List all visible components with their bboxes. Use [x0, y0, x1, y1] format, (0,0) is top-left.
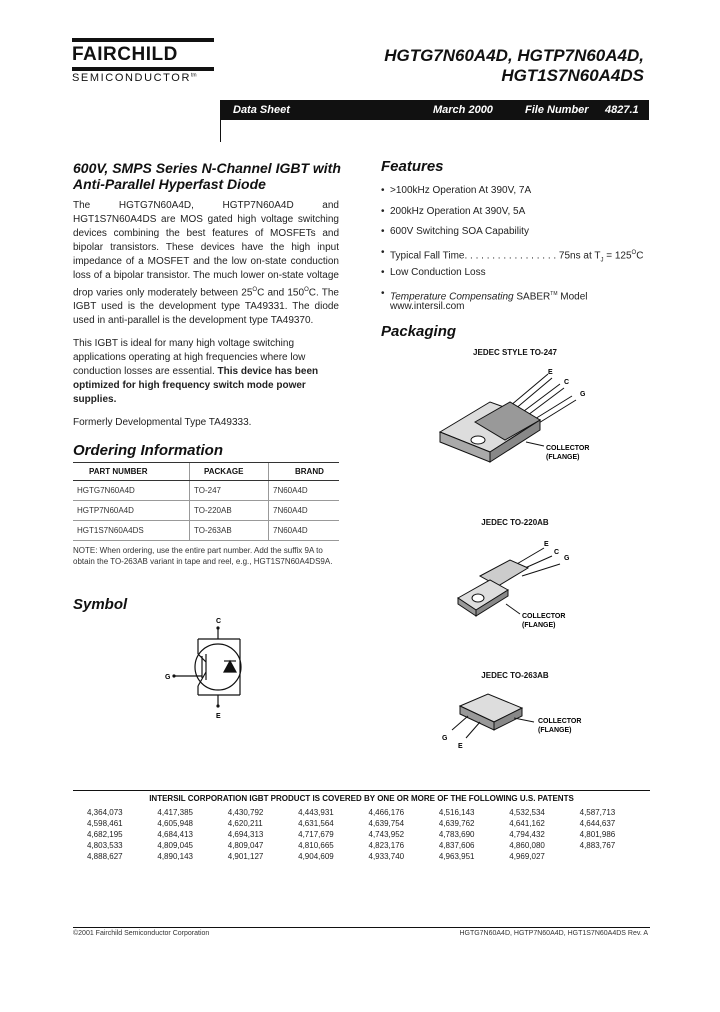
to220-flange-label: (FLANGE) — [522, 622, 556, 629]
bullet-icon: • — [381, 226, 385, 237]
symbol-heading: Symbol — [73, 596, 128, 613]
col-brand: BRAND — [269, 463, 340, 481]
to247-pin-c: C — [564, 379, 570, 386]
main-heading-line-1: 600V, SMPS Series N-Channel IGBT with — [73, 160, 341, 176]
patents-section — [73, 790, 650, 862]
patents-top-rule — [73, 790, 650, 791]
bullet-icon: • — [381, 247, 385, 258]
logo-bottom-bar — [72, 67, 214, 71]
feature-item: • 600V Switching SOA Capability — [381, 226, 529, 237]
ordering-header-row — [73, 463, 339, 481]
package-title-to247: JEDEC STYLE TO-247 — [473, 348, 557, 357]
bullet-icon: • — [381, 206, 385, 217]
to220-pin-c: C — [554, 549, 560, 556]
footer-part-rev: HGTG7N60A4D, HGTP7N60A4D, HGT1S7N60A4DS Rev. A — [459, 930, 648, 937]
ordering-heading: Ordering Information — [73, 442, 223, 459]
patent-list — [73, 807, 650, 862]
ordering-table — [73, 462, 339, 541]
logo-name: FAIRCHILD — [72, 44, 178, 65]
package-title-to263: JEDEC TO-263AB — [481, 671, 549, 680]
patent-row: 4,803,533 4,809,045 4,809,047 4,810,665 4,823,176 4,837,606 4,860,080 4,883,767 — [87, 841, 616, 850]
to263-package-diagram — [430, 686, 630, 756]
to220-pin-g: G — [564, 555, 570, 562]
table-row: HGT1S7N60A4DS TO-263AB 7N60A4D — [73, 521, 339, 541]
to263-collector-label: COLLECTOR — [538, 718, 582, 725]
symbol-label-g: G — [165, 674, 171, 681]
logo-sub — [72, 72, 214, 84]
description-paragraph-2: This IGBT is ideal for many high voltage switching applications operating at high frequencies where low conduction losses are essential. This device has been optimized for high frequency switch mode power supplies. — [73, 338, 319, 406]
symbol-label-c: C — [216, 618, 222, 625]
to247-collector-label: COLLECTOR — [546, 445, 590, 452]
to263-pin-g: G — [442, 735, 448, 742]
features-heading: Features — [381, 158, 444, 175]
to247-pin-e: E — [548, 369, 553, 376]
logo-tm: tm — [191, 72, 197, 79]
feature-item-fall-time: • Typical Fall Time. . . . . . . . . . . . . . . . . 75ns at $T_J = 125^OC$ — [381, 247, 644, 264]
title-line-2: HGT1S7N60A4DS — [501, 66, 644, 85]
description — [73, 199, 339, 430]
file-number-label: File Number — [525, 104, 589, 116]
igbt-symbol-diagram — [160, 614, 270, 724]
title-line-1: HGTG7N60A4D, HGTP7N60A4D, — [384, 46, 644, 65]
feature-item: • 200kHz Operation At 390V, 5A — [381, 206, 526, 217]
to263-pin-e: E — [458, 743, 463, 750]
main-heading-line-2: Anti-Parallel Hyperfast Diode — [73, 176, 266, 192]
patents-heading: INTERSIL CORPORATION IGBT PRODUCT IS COVERED BY ONE OR MORE OF THE FOLLOWING U.S. PATENTS — [149, 794, 574, 803]
data-sheet-bar — [221, 100, 649, 120]
to220-pin-e: E — [544, 541, 549, 548]
patent-row: 4,364,073 4,417,385 4,430,792 4,443,931 4,466,176 4,516,143 4,532,534 4,587,713 — [87, 808, 616, 817]
bullet-icon: • — [381, 185, 385, 196]
file-number-value: 4827.1 — [605, 104, 639, 116]
col-part-number: PART NUMBER — [73, 463, 190, 481]
feature-item-saber: • Temperature Compensating SABER™ Model — [381, 288, 588, 303]
patent-row: 4,888,627 4,890,143 4,901,127 4,904,609 4,933,740 4,963,951 4,969,027 — [87, 852, 545, 861]
company-logo — [72, 38, 214, 94]
to247-pin-g: G — [580, 391, 586, 398]
saber-url-link[interactable]: www.intersil.com — [390, 301, 465, 312]
packaging-heading: Packaging — [381, 323, 457, 340]
part-title — [284, 46, 644, 86]
table-row: HGTP7N60A4D TO-220AB 7N60A4D — [73, 501, 339, 521]
bullet-icon: • — [381, 288, 385, 299]
description-paragraph-1: The HGTG7N60A4D, HGTP7N60A4D and HGT1S7N60A4DS are MOS gated high voltage switching devices combining the best features of MOSFETs and bipolar transistors. These devices have the high input impedance of a MOSFET and the low on-state conduction loss of a bipolar transistor. The much lower on-state voltage drop varies only moderately between $25^OC$ and $150^OC$. The IGBT used is the development type TA49331. The diode used in anti-parallel is the development type TA49370. — [73, 200, 339, 327]
to220-package-diagram — [450, 534, 650, 634]
feature-item: • >100kHz Operation At 390V, 7A — [381, 185, 532, 196]
ordering-note: NOTE: When ordering, use the entire part number. Add the suffix 9A to obtain the TO-263AB variant in tape and reel, e.g., HGT1S7N60A4DS9A. — [73, 546, 333, 566]
logo-top-bar — [72, 38, 214, 42]
patent-row: 4,598,461 4,605,948 4,620,211 4,631,564 4,639,754 4,639,762 4,641,162 4,644,637 — [87, 819, 616, 828]
data-sheet-date: March 2000 — [433, 104, 493, 116]
col-package: PACKAGE — [190, 463, 269, 481]
logo-sub-text: SEMICONDUCTOR — [72, 72, 191, 84]
footer-copyright: ©2001 Fairchild Semiconductor Corporation — [73, 930, 210, 937]
to247-flange-label: (FLANGE) — [546, 454, 580, 461]
to220-collector-label: COLLECTOR — [522, 613, 566, 620]
package-title-to220: JEDEC TO-220AB — [481, 518, 549, 527]
feature-item: • Low Conduction Loss — [381, 267, 486, 278]
symbol-label-e: E — [216, 713, 221, 720]
to263-flange-label: (FLANGE) — [538, 727, 572, 734]
bullet-icon: • — [381, 267, 385, 278]
data-sheet-label: Data Sheet — [233, 104, 290, 116]
main-heading — [73, 160, 363, 192]
footer-rule — [73, 927, 650, 928]
patent-row: 4,682,195 4,684,413 4,694,313 4,717,679 4,743,952 4,783,690 4,794,432 4,801,986 — [87, 830, 616, 839]
to247-package-diagram — [420, 362, 650, 477]
table-row: HGTG7N60A4D TO-247 7N60A4D — [73, 481, 339, 501]
description-paragraph-3: Formerly Developmental Type TA49333. — [73, 417, 252, 429]
